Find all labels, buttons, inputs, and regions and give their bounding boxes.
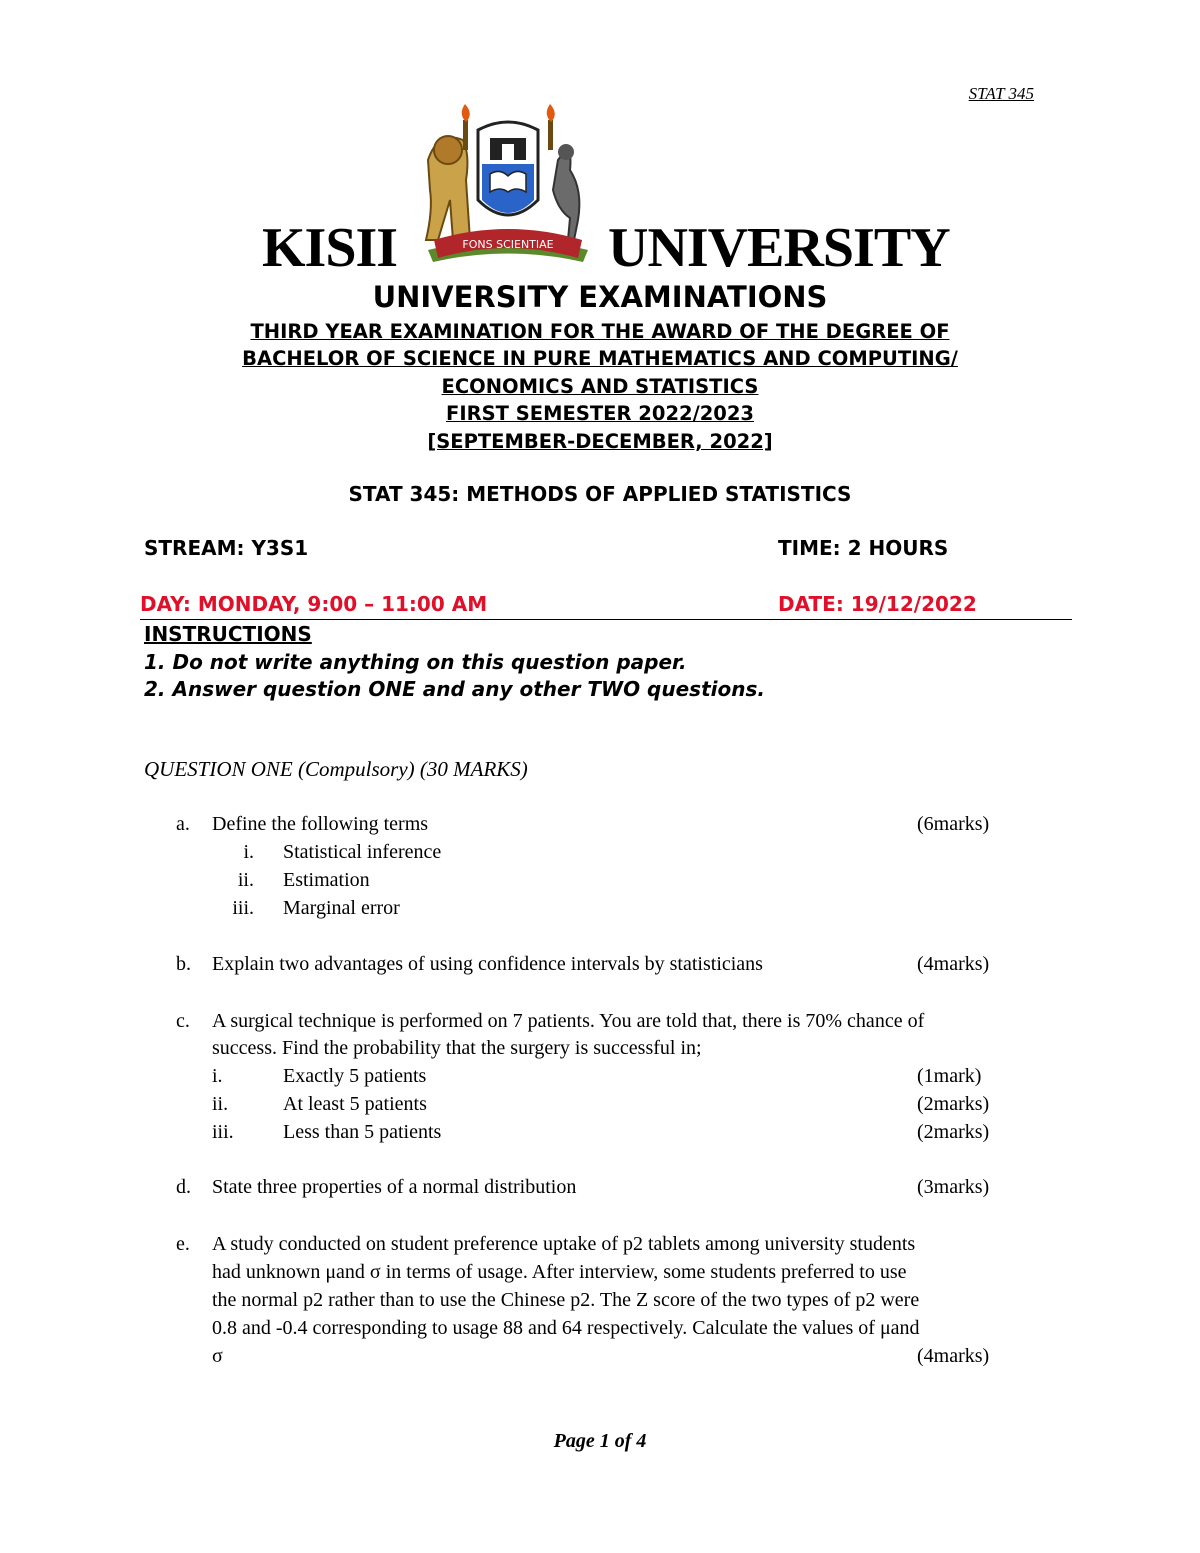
part-a-marks: (6marks): [917, 813, 990, 835]
part-b-marks: (4marks): [917, 953, 990, 975]
degree-line-3: ECONOMICS AND STATISTICS: [441, 375, 759, 398]
part-c-label: c.: [176, 1010, 190, 1032]
part-d-text: State three properties of a normal distribution: [212, 1176, 577, 1198]
part-a-sub-num: i.: [243, 841, 254, 863]
part-a-sub-num: ii.: [237, 869, 254, 891]
instruction-item: 1. Do not write anything on this question paper.: [144, 650, 687, 674]
header-course-code: STAT 345: [968, 84, 1034, 103]
stream-label: STREAM: Y3S1: [144, 536, 309, 560]
course-title: STAT 345: METHODS OF APPLIED STATISTICS: [348, 482, 852, 506]
date-label: DATE: 19/12/2022: [778, 592, 977, 616]
part-a-sub-text: Marginal error: [283, 897, 400, 919]
degree-line-1: THIRD YEAR EXAMINATION FOR THE AWARD OF THE DEGREE OF: [250, 320, 950, 343]
period-line: [SEPTEMBER-DECEMBER, 2022]: [427, 430, 773, 453]
part-c-sub-text: At least 5 patients: [283, 1093, 427, 1115]
part-e-line: had unknown μand σ in terms of usage. After interview, some students preferred to use: [212, 1261, 907, 1283]
crest-motto: FONS SCIENTIAE: [462, 238, 554, 251]
page-number: Page 1 of 4: [553, 1430, 647, 1452]
part-a-sub-text: Estimation: [283, 869, 370, 891]
part-c-sub-marks: (2marks): [917, 1121, 990, 1143]
university-name-left: KISII: [262, 217, 398, 279]
instructions-heading: INSTRUCTIONS: [144, 622, 312, 646]
part-c-sub-marks: (1mark): [917, 1065, 982, 1087]
part-e-line: A study conducted on student preference uptake of p2 tablets among university students: [212, 1233, 916, 1255]
degree-line-2: BACHELOR OF SCIENCE IN PURE MATHEMATICS AND COMPUTING/: [242, 347, 958, 370]
semester-line: FIRST SEMESTER 2022/2023: [446, 402, 754, 425]
university-name-right: UNIVERSITY: [608, 217, 950, 279]
part-e-label: e.: [176, 1233, 190, 1255]
part-c-sub-marks: (2marks): [917, 1093, 990, 1115]
part-a-text: Define the following terms: [212, 813, 429, 835]
day-label: DAY: MONDAY, 9:00 – 11:00 AM: [140, 592, 488, 616]
part-b-label: b.: [176, 953, 191, 975]
part-a-sub-text: Statistical inference: [283, 841, 442, 863]
part-b-text: Explain two advantages of using confidence intervals by statisticians: [212, 953, 763, 975]
part-e-line: σ: [212, 1345, 223, 1367]
university-crest-logo: [408, 100, 608, 280]
part-c-line-2: success. Find the probability that the surgery is successful in;: [212, 1037, 702, 1059]
part-e-marks: (4marks): [917, 1345, 990, 1367]
part-c-sub-num: iii.: [212, 1121, 234, 1143]
part-a-sub-num: iii.: [232, 897, 254, 919]
exams-title: UNIVERSITY EXAMINATIONS: [372, 280, 828, 314]
part-c-sub-text: Exactly 5 patients: [283, 1065, 427, 1087]
part-d-label: d.: [176, 1176, 191, 1198]
part-e-line: the normal p2 rather than to use the Chinese p2. The Z score of the two types of p2 were: [212, 1289, 920, 1311]
part-c-line-1: A surgical technique is performed on 7 patients. You are told that, there is 70% chance of: [212, 1010, 925, 1032]
part-c-sub-text: Less than 5 patients: [283, 1121, 442, 1143]
part-c-sub-num: ii.: [212, 1093, 229, 1115]
part-d-marks: (3marks): [917, 1176, 990, 1198]
part-a-label: a.: [176, 813, 190, 835]
instruction-item: 2. Answer question ONE and any other TWO questions.: [144, 677, 765, 701]
part-c-sub-num: i.: [212, 1065, 223, 1087]
date-underline: [140, 619, 1072, 620]
part-e-line: 0.8 and -0.4 corresponding to usage 88 and 64 respectively. Calculate the values of μand: [212, 1317, 920, 1339]
time-label: TIME: 2 HOURS: [778, 536, 949, 560]
question-one-heading: QUESTION ONE (Compulsory) (30 MARKS): [144, 757, 528, 781]
